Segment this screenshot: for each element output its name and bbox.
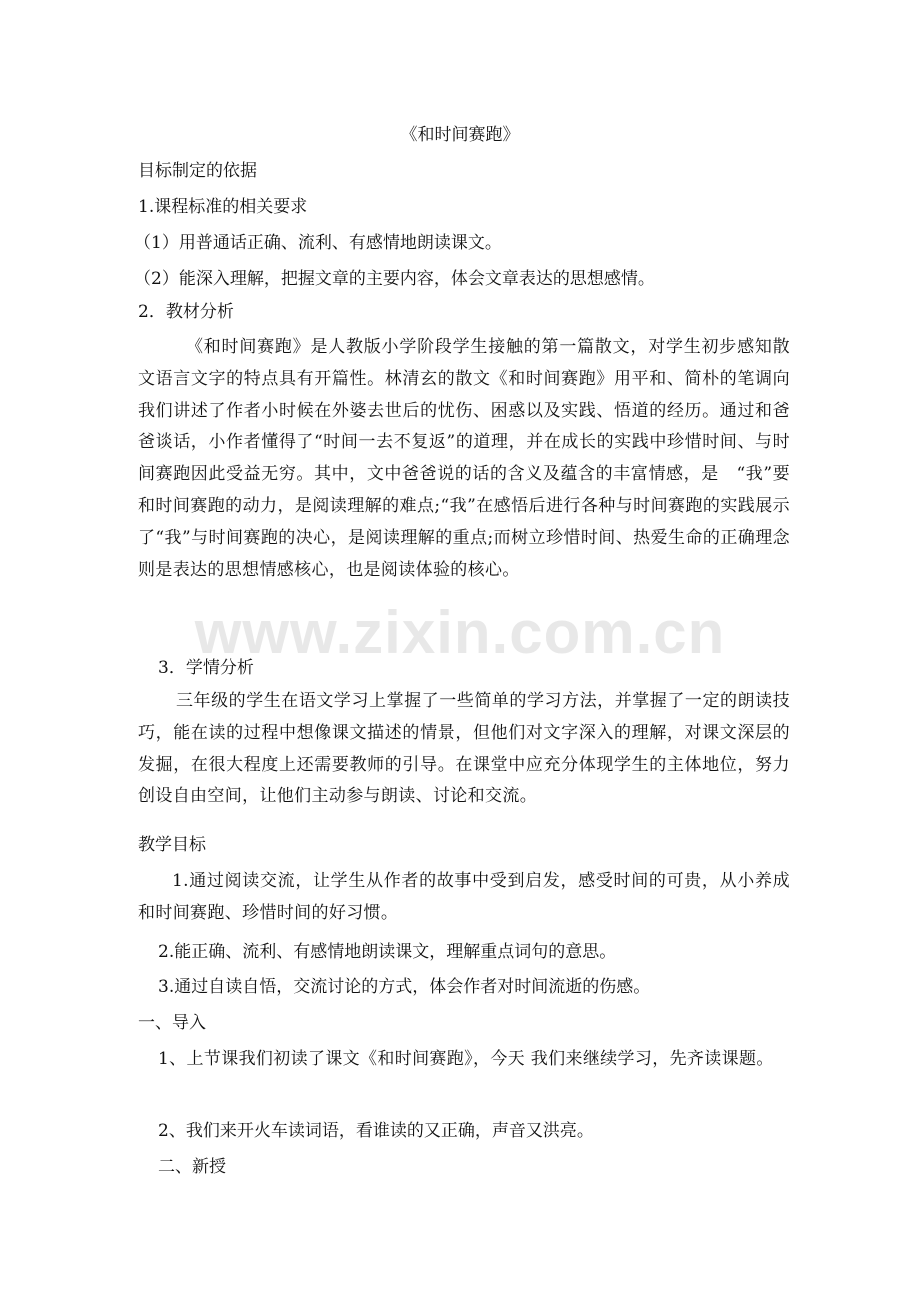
standard-item-2: （2）能深入理解，把握文章的主要内容，体会文章表达的思想感情。 <box>134 269 655 289</box>
basis-heading: 目标制定的依据 <box>138 161 257 181</box>
student-analysis-paragraph: 三年级的学生在语文学习上掌握了一些简单的学习方法，并掌握了一定的朗读技巧，能在读的过程中想像课文描述的情景，但他们对文字深入的理解，对课文深层的发掘，在很大程度上还需要教师的引导。在课堂中应充分体现学生的主体地位，努力创设自由空间，让他们主动参与朗读、讨论和交流。 <box>138 691 790 807</box>
watermark: www.zixin.com.cn <box>194 599 726 666</box>
new-lesson-heading: 二、新授 <box>158 1157 226 1177</box>
student-heading: 3．学情分析 <box>158 658 254 678</box>
goal-3: 3.通过自读自悟，交流讨论的方式，体会作者对时间流逝的伤感。 <box>158 977 651 997</box>
standard-item-1: （1）用普通话正确、流利、有感情地朗读课文。 <box>134 233 502 253</box>
intro-heading: 一、导入 <box>138 1013 206 1033</box>
goal-2: 2.能正确、流利、有感情地朗读课文，理解重点词句的意思。 <box>158 942 617 962</box>
goal-1: 1.通过阅读交流，让学生从作者的故事中受到启发，感受时间的可贵，从小养成和时间赛跑、珍惜时间的好习惯。 <box>138 871 790 923</box>
goals-heading: 教学目标 <box>138 835 206 855</box>
intro-step-2: 2、我们来开火车读词语，看谁读的又正确，声音又洪亮。 <box>158 1121 594 1141</box>
intro-step-1: 1、上节课我们初读了课文《和时间赛跑》，今天 我们来继续学习，先齐读课题。 <box>158 1049 774 1069</box>
document-title: 《和时间赛跑》 <box>400 125 520 145</box>
textbook-analysis-paragraph: 《和时间赛跑》是人教版小学阶段学生接触的第一篇散文，对学生初步感知散文语言文字的特点具有开篇性。林清玄的散文《和时间赛跑》用平和、简朴的笔调向我们讲述了作者小时候在外婆去世后的忧伤、困惑以及实践、悟道的经历。通过和爸爸谈话，小作者懂得了“时间一去不复返”的道理，并在成长的实践中珍惜时间、与时间赛跑因此受益无穷。其中，文中爸爸说的话的含义及蕴含的丰富情感，是 “我”要和时间赛跑的动力，是阅读理解的难点;“我”在感悟后进行各种与时间赛跑的实践展示了“我”与时间赛跑的决心，是阅读理解的重点;而树立珍惜时间、热爱生命的正确理念则是表达的思想情感核心，也是阅读体验的核心。 <box>138 337 790 580</box>
textbook-heading: 2．教材分析 <box>138 302 234 322</box>
standards-heading: 1.课程标准的相关要求 <box>138 197 308 217</box>
